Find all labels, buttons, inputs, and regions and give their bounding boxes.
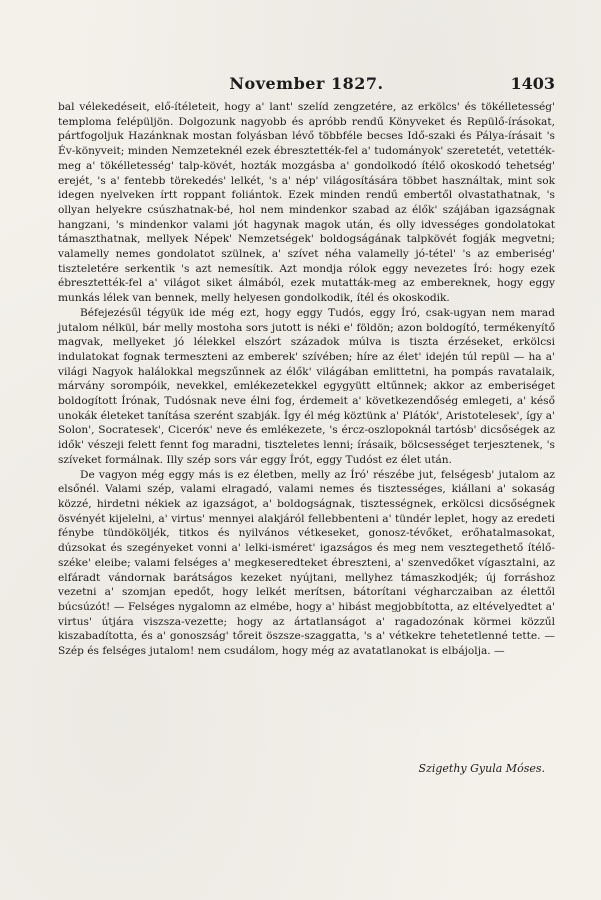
running-head	[58, 74, 555, 96]
paragraph-2: Béfejezésűl tégyük ide még ezt, hogy eggy Tudós, eggy Író, csak-ugyan nem marad jutalom nélkül, bár melly mostoha sors jutott is néki e' földön; azon boldogító, termékenyítő magvak, mellyeket jó lélekkel elszórt századok múlva is tiszta érzéseket, erkölcsi indulatokat fognak termeszteni az emberek' szívében; híre az élet' idején túl repül — ha a' világi Nagyok halálokkal megszűnnek az élők' világában emlittetni, ha pompás ravatalaik, márvány sorompóik, nevekkel, emlékezetekkel egygyütt eltűnnek; akkor az emberiséget boldogított Írónak, Tudósnak neve élni fog, érdemeit a' következendőség emlegeti, a' késő unokák életeket tanítása szerént szabják. Így él még köztünk a' Plátók', Aristotelesek', így a' Solon', Socratesek', Ciceróк' neve és emlékezete, 's ércz-oszlopoknál tartósb' dicsőségek az idők' vészeji felett fennt fog maradni, tiszteletes lenni; írásaik, bölcsességet terjesztenek, 's szíveket formálnak. Illy szép sors vár eggy Írót, eggy Tudóst ez élet után.	[58, 306, 555, 466]
running-title: November 1827.	[229, 74, 384, 93]
author-signature: Szigethy Gyula Móses.	[418, 762, 545, 775]
paragraph-3: De vagyon még eggy más is ez életben, melly az Író' részébe jut, felségesb' jutalom az elsőnél. Valami szép, valami elragadó, valami nemes és tisztességes, kiállani a' sokaság közzé, hirdetni nékiek az igazságot, a' boldogságnak, tisztességnek, erkölcsi dicsőségnek ösvényét kijelelni, a' virtus' mennyei alakjáról fellebbenteni a' tündér leplet, hogy az eredeti fénybe tündököljék, titkos és nyilvános vétkeseket, gonosz-tévőket, erőhatalmasokat, dúzsokat és szegényeket vonni a' lelki-isméret' igazságos és meg nem vesztegethető ítélő-széke' eleibe; valami felséges a' megkeseredteket ébreszteni, a' szenvedőket vígasztalni, az elfáradt vándornak barátságos kezeket nyújtani, mellyhez támaszkodjék; új forráshoz vezetni a' szomjan epedőt, hogy lelkét merítsen, bátorítani végharczaiban az élettől búcsúzót! — Felséges nygalomn az elmébe, hogy a' hibást megjobbította, az eltévelyedtet a' virtus' útjára viszsza-vezette; hogy az ártatlanságot a' ragadozónak körmei közzűl kiszabadította, és a' gonoszság' tőreit öszsze-szaggatta, 's a' vétkekre tehetetlenné tette. — Szép és felséges jutalom! nem csudálom, hogy még az avatatlanokat is elbájolja. —	[58, 468, 555, 658]
page-number: 1403	[510, 74, 555, 93]
paragraph-1: bal vélekedéseit, elő-ítéleteit, hogy a' lant' szelíd zengzetére, az erkölcs' és tökélletesség' temploma felépüljön. Dolgozunk nagyobb és apróbb rendű Könyveket és Repülő-írásokat, pártfogoljuk Hazánknak mostan folyásban lévő többféle becses Idő-szaki és Pálya-írásait 's Év-könyveit; minden Nemzeteknél ezek ébresztették-fel a' tudományok' szeretetét, vetették-meg a' tökélletesség' talp-kövét, hozták mozgásba a' gondolkodó ítélő okoskodó tehetség' erejét, 's a' fentebb törekedés' lelkét, 's a' nép' világosítására többet használtak, mint sok idegen nyelveken írtt roppant foliántok. Ezek minden rendű embertől olvastathatnak, 's ollyan helyekre csúszhatnak-bé, hol nem mindenkor szabad az élők' szájában igazságnak hangzani, 's mindenkor valami jót hagynak magok után, és olly idvességes gondolatokat támaszthatnak, mellyek Népek' Nemzetségek' boldogságának talpkövét fogják megvetni; valamelly nemes gondolatot szülnek, a' szívet néha valamelly jó-tétel' 's az emberiség' tiszteletére serkentik 's azt nemesítik. Azt mondja rólok eggy nevezetes Író: hogy ezek ébresztették-fel a' világot siket álmából, ezek mutatták-meg az embereknek, hogy eggy munkás lélek van bennek, melly helyesen gondolkodik, ítél és okoskodik.	[58, 101, 555, 305]
body-text	[58, 100, 555, 659]
